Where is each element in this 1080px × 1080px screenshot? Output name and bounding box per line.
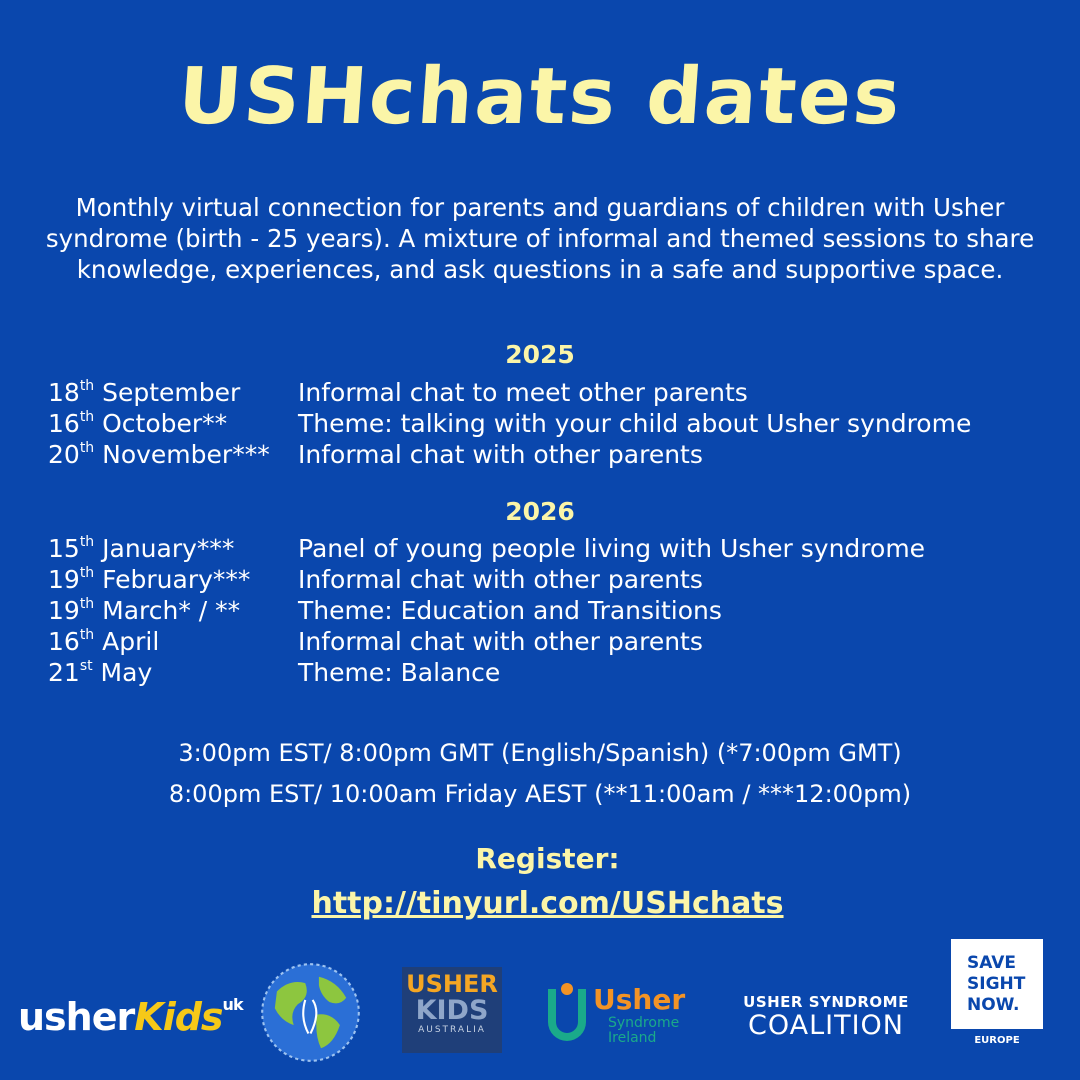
schedule-2026 xyxy=(48,533,1068,688)
schedule-2025 xyxy=(48,377,1068,470)
session-date: 20th November*** xyxy=(48,440,270,469)
session-description: Panel of young people living with Usher syndrome xyxy=(298,534,926,563)
session-description: Theme: Education and Transitions xyxy=(298,596,722,625)
save-sight-now-region: EUROPE xyxy=(974,1035,1020,1046)
globe-icon xyxy=(258,960,363,1065)
usher-syndrome-coalition-logo: USHER SYNDROME COALITION xyxy=(743,993,909,1041)
session-row xyxy=(48,533,1068,564)
usherkids-australia-logo: USHER KIDS AUSTRALIA xyxy=(402,967,502,1053)
time-line-2: 8:00pm EST/ 10:00am Friday AEST (**11:00am / ***12:00pm) xyxy=(168,780,912,808)
register-label: Register: xyxy=(475,842,620,875)
session-row xyxy=(48,657,1068,688)
session-description: Informal chat with other parents xyxy=(298,565,703,594)
page-title: USHchats dates xyxy=(175,52,905,142)
year-heading-2026: 2026 xyxy=(505,497,575,526)
session-date: 18th September xyxy=(48,378,241,407)
session-row xyxy=(48,408,1068,439)
dot-icon xyxy=(561,983,573,995)
session-description: Theme: Balance xyxy=(298,658,501,687)
session-date: 19th February*** xyxy=(48,565,251,594)
session-description: Informal chat with other parents xyxy=(298,627,703,656)
session-date: 19th March* / ** xyxy=(48,596,241,625)
partner-logos xyxy=(0,935,1080,1080)
save-sight-now-logo: SAVE SIGHT NOW. xyxy=(951,939,1043,1029)
session-date: 16th October** xyxy=(48,409,228,438)
usherkids-uk-logo: usherKids$^{uk}$ xyxy=(18,995,243,1039)
session-date: 21st May xyxy=(48,658,153,687)
session-row xyxy=(48,564,1068,595)
session-date: 15th January*** xyxy=(48,534,235,563)
session-row xyxy=(48,595,1068,626)
session-row xyxy=(48,377,1068,408)
year-heading-2025: 2025 xyxy=(505,340,575,369)
session-description: Theme: talking with your child about Usher syndrome xyxy=(298,409,972,438)
u-mark-icon xyxy=(548,989,586,1041)
session-row xyxy=(48,626,1068,657)
session-date: 16th April xyxy=(48,627,160,656)
intro-text: Monthly virtual connection for parents and guardians of children with Usher syndrome (birth - 25 years). A mixture of informal and themed sessions to share knowledge, experiences, and ask questions in a safe and supportive space. xyxy=(45,193,1035,284)
session-description: Informal chat with other parents xyxy=(298,440,703,469)
time-line-1: 3:00pm EST/ 8:00pm GMT (English/Spanish) (*7:00pm GMT) xyxy=(178,739,902,767)
usher-syndrome-ireland-logo: Usher Syndrome Ireland xyxy=(548,983,698,1053)
session-description: Informal chat to meet other parents xyxy=(298,378,748,407)
session-row xyxy=(48,439,1068,470)
register-link[interactable]: http://tinyurl.com/USHchats xyxy=(311,886,784,921)
